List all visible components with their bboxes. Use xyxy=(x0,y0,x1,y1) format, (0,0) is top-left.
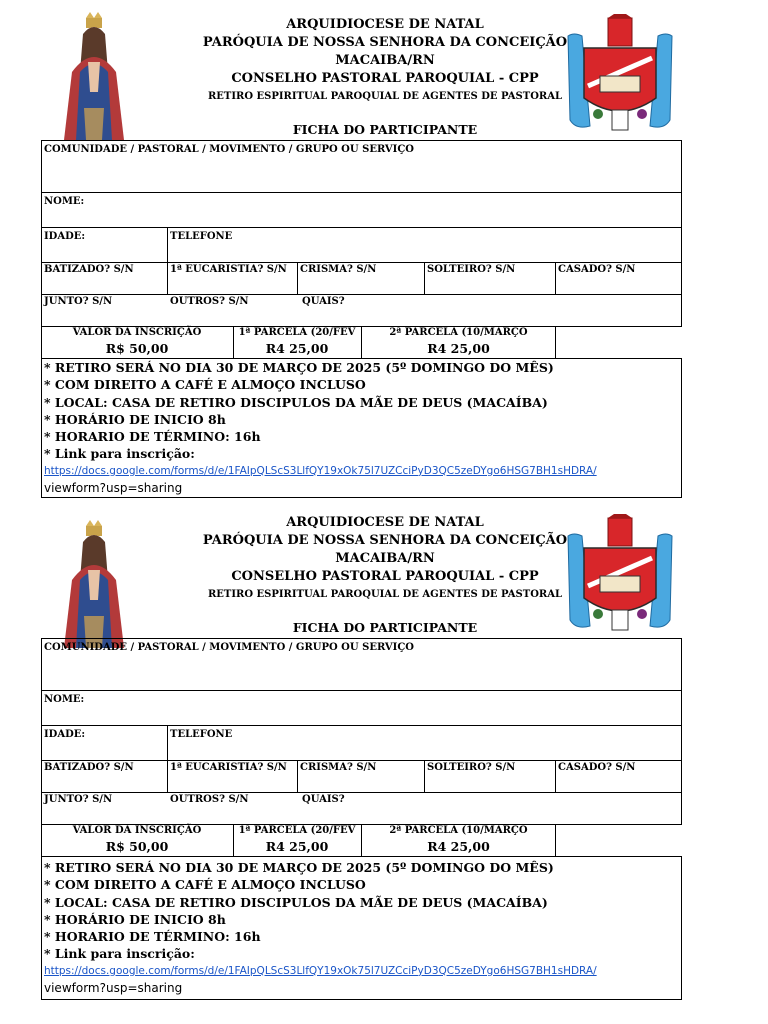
label-which: QUAIS? xyxy=(302,296,345,307)
label-single: SOLTEIRO? S/N xyxy=(427,264,516,275)
label-name: NOME: xyxy=(44,694,85,705)
label-married: CASADO? S/N xyxy=(558,264,636,275)
field-row-status xyxy=(41,294,682,327)
virgin-mary-image xyxy=(58,520,130,648)
installment1-value: R4 25,00 xyxy=(265,839,329,854)
info-meals: * COM DIREITO A CAFÉ E ALMOÇO INCLUSO xyxy=(44,377,366,393)
divider xyxy=(555,760,556,793)
installment1-value: R4 25,00 xyxy=(265,341,329,356)
header-retreat: RETIRO ESPIRITUAL PAROQUIAL DE AGENTES DE PASTORAL xyxy=(207,589,563,600)
installment1-label: 1ª PARCELA (20/FEV xyxy=(238,825,356,836)
registration-link-tail: viewform?usp=sharing xyxy=(44,481,183,496)
info-end: * HORARIO DE TÉRMINO: 16h xyxy=(44,429,261,445)
installment2-label: 2ª PARCELA (10/MARÇO xyxy=(389,327,528,338)
field-row-status xyxy=(41,792,682,825)
label-others: OUTROS? S/N xyxy=(170,296,249,307)
label-others: OUTROS? S/N xyxy=(170,794,249,805)
divider xyxy=(167,725,168,761)
field-row-age-phone xyxy=(41,725,682,761)
header-archdiocese: ARQUIDIOCESE DE NATAL xyxy=(286,17,484,32)
divider xyxy=(555,262,556,295)
divider xyxy=(167,760,168,793)
label-age: IDADE: xyxy=(44,231,86,242)
label-phone: TELEFONE xyxy=(170,729,233,740)
label-eucharist: 1ª EUCARISTIA? S/N xyxy=(170,762,287,773)
header-city: MACAIBA/RN xyxy=(335,53,435,68)
parish-crest-image xyxy=(560,14,680,136)
fee-value: R$ 50,00 xyxy=(105,839,169,854)
field-name[interactable] xyxy=(41,192,682,228)
divider xyxy=(424,760,425,793)
divider xyxy=(167,262,168,295)
info-text xyxy=(44,359,597,497)
info-date: * RETIRO SERÁ NO DIA 30 DE MARÇO DE 2025 (5º DOMINGO DO MÊS) xyxy=(44,860,554,875)
info-link-label: * Link para inscrição: xyxy=(44,946,195,962)
field-row-age-phone xyxy=(41,227,682,263)
label-together: JUNTO? S/N xyxy=(44,794,113,805)
header-retreat: RETIRO ESPIRITUAL PAROQUIAL DE AGENTES DE PASTORAL xyxy=(207,91,563,102)
header-council: CONSELHO PASTORAL PAROQUIAL - CPP xyxy=(231,569,539,584)
info-date: * RETIRO SERÁ NO DIA 30 DE MARÇO DE 2025 (5º DOMINGO DO MÊS) xyxy=(44,360,554,375)
installment1-label: 1ª PARCELA (20/FEV xyxy=(238,327,356,338)
info-location: * LOCAL: CASA DE RETIRO DISCIPULOS DA MÃE DE DEUS (MACAÍBA) xyxy=(44,894,548,910)
label-eucharist: 1ª EUCARISTIA? S/N xyxy=(170,264,287,275)
label-married: CASADO? S/N xyxy=(558,762,636,773)
label-phone: TELEFONE xyxy=(170,231,233,242)
fee-label: VALOR DA INSCRIÇÃO xyxy=(72,327,202,338)
fee-label: VALOR DA INSCRIÇÃO xyxy=(72,825,202,836)
divider xyxy=(297,760,298,793)
label-age: IDADE: xyxy=(44,729,86,740)
header-council: CONSELHO PASTORAL PAROQUIAL - CPP xyxy=(231,71,539,86)
installment2-value: R4 25,00 xyxy=(427,341,490,356)
info-meals: * COM DIREITO A CAFÉ E ALMOÇO INCLUSO xyxy=(44,877,366,893)
registration-link[interactable]: https://docs.google.com/forms/d/e/1FAIpQLScS3LlfQY19xOk75l7UZCciPyD3QC5zeDYgo6HSG7BH1sHDRA/ xyxy=(44,464,597,477)
label-confirmation: CRISMA? S/N xyxy=(300,762,377,773)
fee-value: R$ 50,00 xyxy=(105,341,169,356)
label-confirmation: CRISMA? S/N xyxy=(300,264,377,275)
label-baptized: BATIZADO? S/N xyxy=(44,762,134,773)
field-name[interactable] xyxy=(41,690,682,726)
divider xyxy=(167,227,168,263)
info-end: * HORARIO DE TÉRMINO: 16h xyxy=(44,929,261,945)
participant-form-top xyxy=(0,0,768,500)
label-single: SOLTEIRO? S/N xyxy=(427,762,516,773)
info-text xyxy=(44,859,597,997)
header-archdiocese: ARQUIDIOCESE DE NATAL xyxy=(286,515,484,530)
info-start: * HORÁRIO DE INICIO 8h xyxy=(44,911,226,927)
header-parish: PARÓQUIA DE NOSSA SENHORA DA CONCEIÇÃO xyxy=(202,533,568,548)
divider xyxy=(424,262,425,295)
label-community: COMUNIDADE / PASTORAL / MOVIMENTO / GRUPO OU SERVIÇO xyxy=(44,144,414,155)
registration-link-tail: viewform?usp=sharing xyxy=(44,981,183,996)
form-title: FICHA DO PARTICIPANTE xyxy=(292,620,478,635)
label-which: QUAIS? xyxy=(302,794,345,805)
header-parish: PARÓQUIA DE NOSSA SENHORA DA CONCEIÇÃO xyxy=(202,35,568,50)
label-name: NOME: xyxy=(44,196,85,207)
divider xyxy=(297,262,298,295)
label-community: COMUNIDADE / PASTORAL / MOVIMENTO / GRUPO OU SERVIÇO xyxy=(44,642,414,653)
label-baptized: BATIZADO? S/N xyxy=(44,264,134,275)
form-title: FICHA DO PARTICIPANTE xyxy=(292,122,478,137)
label-together: JUNTO? S/N xyxy=(44,296,113,307)
info-start: * HORÁRIO DE INICIO 8h xyxy=(44,411,226,427)
participant-form-bottom xyxy=(0,498,768,998)
parish-crest-image xyxy=(560,514,680,636)
info-location: * LOCAL: CASA DE RETIRO DISCIPULOS DA MÃE DE DEUS (MACAÍBA) xyxy=(44,394,548,410)
info-link-label: * Link para inscrição: xyxy=(44,446,195,462)
virgin-mary-image xyxy=(58,12,130,140)
installment2-value: R4 25,00 xyxy=(427,839,490,854)
header-city: MACAIBA/RN xyxy=(335,551,435,566)
installment2-label: 2ª PARCELA (10/MARÇO xyxy=(389,825,528,836)
registration-link[interactable]: https://docs.google.com/forms/d/e/1FAIpQLScS3LlfQY19xOk75l7UZCciPyD3QC5zeDYgo6HSG7BH1sHDRA/ xyxy=(44,964,597,977)
